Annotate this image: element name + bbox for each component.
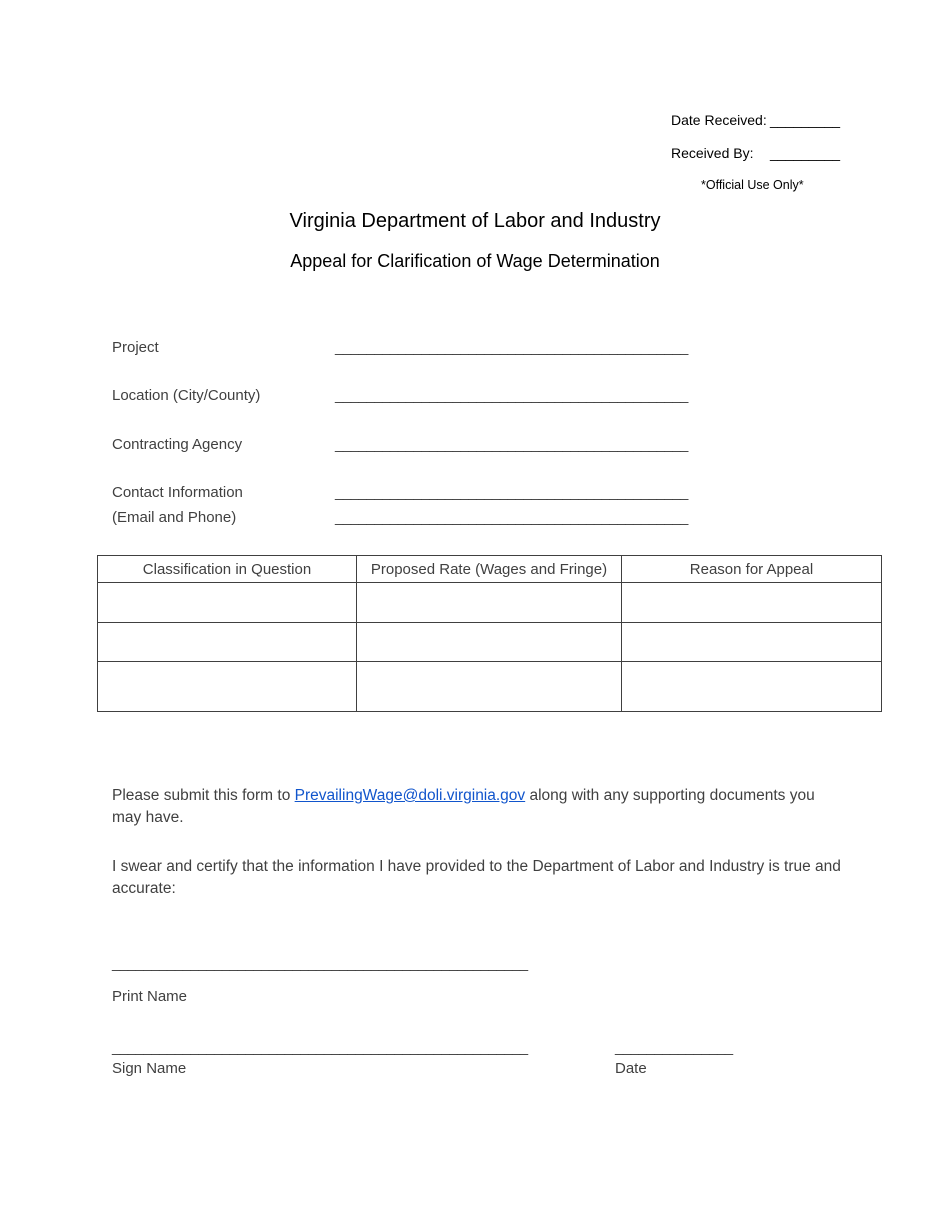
table-header-reason: Reason for Appeal (622, 556, 882, 583)
table-cell[interactable] (622, 583, 882, 623)
location-input-line[interactable]: _____________________________________________ (335, 387, 688, 404)
table-cell[interactable] (98, 623, 357, 662)
table-row (98, 623, 882, 662)
email-link[interactable]: PrevailingWage@doli.virginia.gov (294, 787, 526, 804)
contact-info-input-line-2[interactable]: _____________________________________________ (335, 509, 688, 526)
contact-info-input-line-1[interactable]: _____________________________________________ (335, 484, 688, 501)
submit-prefix: Please submit this form to (112, 787, 295, 804)
date-received-label: Date Received: (671, 112, 767, 128)
submit-suffix: along with any supporting documents you may have. (112, 787, 815, 826)
project-input-line[interactable]: _____________________________________________ (335, 339, 688, 356)
date-label: Date (615, 1060, 647, 1077)
submit-instructions (112, 785, 842, 829)
table-cell[interactable] (357, 662, 622, 712)
sign-name-label: Sign Name (112, 1060, 187, 1077)
table-header-classification: Classification in Question (98, 556, 357, 583)
form-title: Appeal for Clarification of Wage Determination (290, 251, 660, 271)
table-cell[interactable] (98, 662, 357, 712)
table-cell[interactable] (357, 623, 622, 662)
received-by-label: Received By: (671, 145, 754, 161)
location-label: Location (City/County) (112, 387, 261, 404)
table-row (98, 583, 882, 623)
table-header-proposed-rate: Proposed Rate (Wages and Fringe) (357, 556, 622, 583)
sign-name-line[interactable]: _____________________________________________________ (112, 1039, 528, 1056)
department-title: Virginia Department of Labor and Industry (289, 210, 661, 232)
date-received-blank[interactable]: _________ (770, 112, 841, 128)
table-cell[interactable] (622, 662, 882, 712)
contact-info-sublabel: (Email and Phone) (112, 509, 237, 526)
table-cell[interactable] (357, 583, 622, 623)
appeal-table (97, 555, 882, 712)
project-label: Project (112, 339, 159, 356)
table-row (98, 662, 882, 712)
contact-info-label: Contact Information (112, 484, 243, 501)
received-by-blank[interactable]: _________ (770, 145, 841, 161)
table-cell[interactable] (622, 623, 882, 662)
print-name-label: Print Name (112, 988, 188, 1005)
print-name-line[interactable]: _____________________________________________________ (112, 955, 528, 972)
date-line[interactable]: _______________ (615, 1039, 733, 1056)
contracting-agency-label: Contracting Agency (112, 436, 243, 453)
contracting-agency-input-line[interactable]: _____________________________________________ (335, 436, 688, 453)
table-header-row (98, 556, 882, 583)
table-cell[interactable] (98, 583, 357, 623)
official-use-note: *Official Use Only* (701, 178, 804, 192)
certification-statement: I swear and certify that the information I have provided to the Department of Labor and Industry is true and accurate: (112, 858, 841, 897)
